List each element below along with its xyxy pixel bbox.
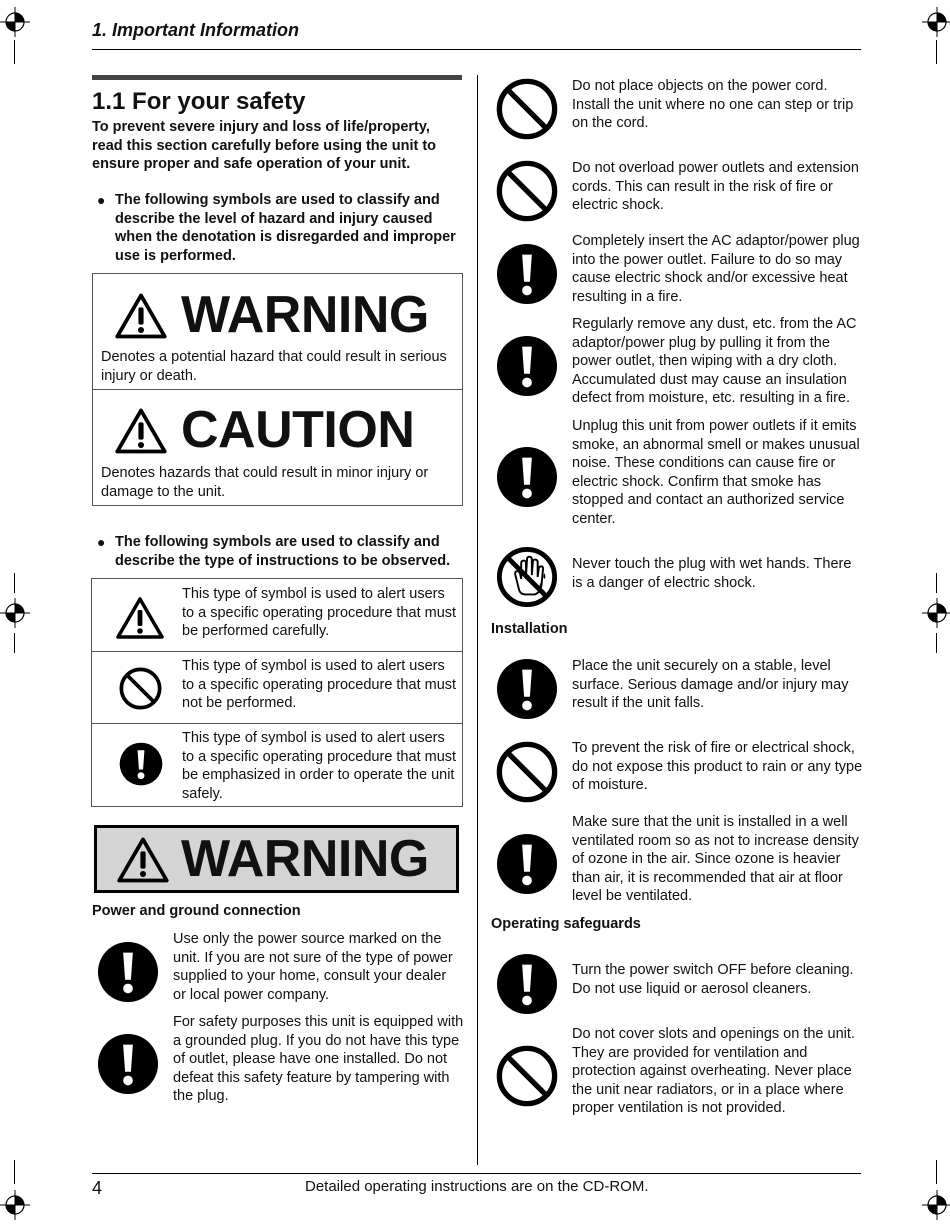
warning-triangle-icon <box>116 836 170 884</box>
caution-signal-word: CAUTION <box>181 401 415 459</box>
page-header-title: 1. Important Information <box>92 20 299 40</box>
registration-mark-icon <box>0 1190 30 1220</box>
prohibition-icon <box>496 741 558 803</box>
mandatory-exclamation-icon <box>119 742 163 786</box>
safety-item-text: Make sure that the unit is installed in a well ventilated room so as not to increase density of ozone in the air. Since ozone is heavier than air, it is recommended that air at floor level be ventilated. <box>572 814 859 904</box>
symbol-type-text: This type of symbol is used to alert users to a specific operating procedure that must not be performed. <box>182 658 457 711</box>
section-bar <box>92 75 462 80</box>
registration-mark-icon <box>922 7 950 37</box>
mandatory-exclamation-icon <box>496 243 558 305</box>
registration-mark-icon <box>0 598 30 628</box>
bullet-icon: ● <box>97 534 106 550</box>
caution-triangle-icon <box>114 407 168 455</box>
bullet-text: The following symbols are used to classify and describe the level of hazard and injury caused when the denotation is disregarded and improper use is performed. <box>115 192 456 264</box>
registration-mark-icon <box>922 598 950 628</box>
prohibition-icon <box>119 667 162 710</box>
footer-divider <box>92 1173 861 1174</box>
safety-item-text: Do not place objects on the power cord. Install the unit where no one can step or trip on the cord. <box>572 78 854 131</box>
safety-item-text: Place the unit securely on a stable, level surface. Serious damage and/or injury may result if the unit falls. <box>572 658 849 711</box>
subheading-installation: Installation <box>491 621 568 637</box>
safety-item-text: Completely insert the AC adaptor/power plug into the power outlet. Failure to do so may cause electric shock and/or excessive heat resulting in a fire. <box>572 233 860 305</box>
registration-mark-icon <box>922 1190 950 1220</box>
safety-item-text: Regularly remove any dust, etc. from the AC adaptor/power plug by pulling it from the power outlet, then wiping with a dry cloth. Accumulated dust may cause an insulation defect from moisture, etc. resulting in a fire. <box>572 316 857 406</box>
bullet-text: The following symbols are used to classify and describe the type of instructions to be observed. <box>115 534 451 569</box>
no-wet-hands-icon <box>496 546 558 608</box>
section-intro: To prevent severe injury and loss of life/property, read this section carefully before using the unit to ensure proper and safe operation of your unit. <box>92 119 437 172</box>
mandatory-exclamation-icon <box>496 335 558 397</box>
warning-triangle-icon <box>114 292 168 340</box>
mandatory-exclamation-icon <box>97 941 159 1003</box>
column-divider <box>477 75 478 1165</box>
mandatory-exclamation-icon <box>496 953 558 1015</box>
safety-item-text: Turn the power switch OFF before cleaning. Do not use liquid or aerosol cleaners. <box>572 962 854 997</box>
mandatory-exclamation-icon <box>496 833 558 895</box>
prohibition-icon <box>496 78 558 140</box>
subheading-operating: Operating safeguards <box>491 916 641 932</box>
mandatory-exclamation-icon <box>496 658 558 720</box>
symbol-type-text: This type of symbol is used to alert users to a specific operating procedure that must be performed carefully. <box>182 586 457 639</box>
footer-note: Detailed operating instructions are on the CD-ROM. <box>305 1178 649 1195</box>
safety-item-text: Use only the power source marked on the unit. If you are not sure of the type of power supplied to your home, consult your dealer or local power company. <box>173 931 453 1003</box>
safety-item-text: Never touch the plug with wet hands. There is a danger of electric shock. <box>572 556 852 591</box>
prohibition-icon <box>496 160 558 222</box>
safety-item-text: For safety purposes this unit is equipped with a grounded plug. If you do not have this type of outlet, please have one installed. Do not defeat this safety feature by tampering with the plug. <box>173 1014 464 1104</box>
safety-item-text: Do not overload power outlets and extension cords. This can result in the risk of fire or electric shock. <box>572 160 859 213</box>
section-title: 1.1 For your safety <box>92 88 306 115</box>
safety-item-text: Unplug this unit from power outlets if it emits smoke, an abnormal smell or makes unusual noise. These conditions can cause fire or electric shock. Confirm that smoke has stopped and contact an authorized service center. <box>572 418 860 527</box>
warning-description: Denotes a potential hazard that could result in serious injury or death. <box>101 349 447 384</box>
symbol-type-text: This type of symbol is used to alert users to a specific operating procedure that must be emphasized in order to operate the unit safely. <box>182 730 457 802</box>
caution-description: Denotes hazards that could result in minor injury or damage to the unit. <box>101 465 429 500</box>
prohibition-icon <box>496 1045 558 1107</box>
registration-mark-icon <box>0 7 30 37</box>
bullet-icon: ● <box>97 192 106 208</box>
safety-item-text: Do not cover slots and openings on the unit. They are provided for ventilation and protection against overheating. Never place the unit near radiators, or in a place where proper ventilation is not provided. <box>572 1026 855 1116</box>
warning-banner-word: WARNING <box>181 830 429 888</box>
warning-signal-word: WARNING <box>181 286 429 344</box>
subheading-power: Power and ground connection <box>92 903 301 919</box>
page-number: 4 <box>92 1178 103 1198</box>
header-divider <box>92 49 861 50</box>
warning-triangle-icon <box>115 596 165 640</box>
safety-item-text: To prevent the risk of fire or electrical shock, do not expose this product to rain or any type of moisture. <box>572 740 863 793</box>
mandatory-exclamation-icon <box>97 1033 159 1095</box>
mandatory-exclamation-icon <box>496 446 558 508</box>
